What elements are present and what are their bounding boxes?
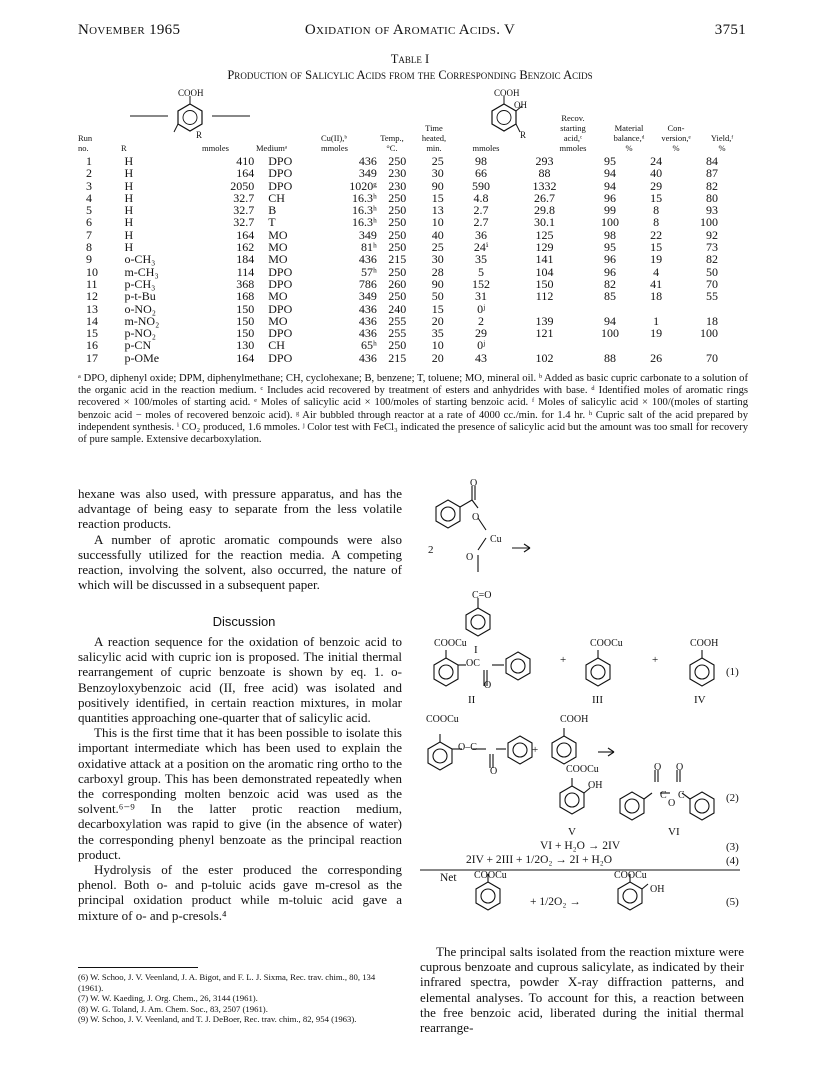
table-cell: 16.3ʰ [352, 190, 377, 205]
table-cell: 2 [478, 313, 485, 328]
table-cell: 87 [706, 166, 718, 181]
compound-label-IV: IV [694, 694, 706, 706]
table-cell: 102 [535, 350, 554, 365]
table-cell: 50 [706, 264, 718, 279]
table-cell: 436 [358, 154, 377, 168]
table-cell: 112 [535, 289, 554, 304]
table-cell: 11 [86, 276, 98, 291]
section-heading: Discussion [212, 614, 276, 629]
table-cell: 590 [472, 178, 491, 193]
carbonyl-oxygen: O [470, 478, 478, 489]
table-cell: 368 [236, 276, 255, 291]
table-cell: 90 [431, 276, 444, 291]
equation-4: 2IV + 2III + 1/2O₂ → 2I + H₂O [466, 854, 613, 866]
table-cell: 250 [388, 240, 407, 255]
ester-oxygen: O [484, 680, 492, 691]
carbon-label: C [660, 790, 667, 801]
table-cell: 349 [358, 289, 377, 304]
table-cell: 164 [236, 227, 255, 242]
r-substituent-label: R [196, 130, 203, 140]
table-cell: DPO [268, 264, 293, 279]
table-cell: 19 [650, 326, 663, 341]
table-cell: 230 [388, 178, 407, 193]
table-cell: 90 [431, 178, 444, 193]
table-cell: 15 [431, 301, 444, 316]
table-cell: 66 [475, 166, 488, 181]
table-cell: 150 [236, 313, 255, 328]
table-cell: 2.7 [473, 203, 489, 218]
reference-item: (6) W. Schoo, J. V. Veenland, J. A. Bigot, and F. L. J. Sixma, Rec. trav. chim., 80, 134 (1961). [78, 972, 376, 993]
table-cell: 92 [706, 227, 718, 242]
table-cell: H [124, 178, 134, 193]
table-cell: 22 [650, 227, 663, 242]
table-cell: MO [268, 240, 288, 255]
table-cell: 0ʲ [477, 338, 485, 353]
cooccu-label: COOCu [426, 714, 459, 725]
table-cell [504, 339, 585, 351]
oh-label: OH [650, 884, 665, 895]
table-cell: 8 [86, 240, 92, 255]
table-cell: MO [268, 289, 288, 304]
table-cell: 18 [650, 289, 663, 304]
table-cell: 5 [86, 203, 92, 218]
table-cell: H [124, 190, 134, 205]
table-cell: DPO [268, 276, 293, 291]
right-column [420, 944, 744, 1035]
compound-label-VI: VI [668, 826, 680, 838]
table-row [78, 352, 718, 364]
table-cell: 100 [600, 326, 619, 341]
table-cell: 240 [388, 301, 407, 316]
results-table [78, 155, 718, 364]
col-temp: Temp., °C. [380, 133, 404, 153]
table-cell: 94 [603, 313, 616, 328]
table-cell: m-NO₂ [124, 313, 160, 328]
table-cell: 99 [603, 203, 616, 218]
table-cell: 215 [388, 252, 407, 267]
table-cell: 230 [388, 166, 407, 181]
table-cell: 1 [86, 154, 92, 168]
table-cell: H [124, 215, 134, 230]
table-cell: 2050 [230, 178, 255, 193]
table-cell: CH [268, 190, 285, 205]
table-cell: DPO [268, 301, 293, 316]
table-cell: 26 [650, 350, 663, 365]
table-cell: 32.7 [233, 190, 255, 205]
table-cell: 32.7 [233, 203, 255, 218]
plus-sign: + [532, 744, 539, 756]
r-substituent-label: R [520, 130, 527, 140]
net-label: Net [440, 872, 457, 884]
running-header-title: Oxidation of Aromatic Acids. V [304, 22, 516, 38]
col-conversion: Con- version,ᵉ % [661, 123, 691, 153]
table-cell: 15 [86, 326, 98, 341]
table-cell: 1 [653, 313, 660, 328]
table-cell: 162 [236, 240, 255, 255]
left-column-discussion [78, 634, 402, 923]
table-cell: 24ⁱ [473, 240, 489, 255]
col-cu: Cu(II),ᵇ mmoles [321, 133, 348, 153]
table-cell: 130 [236, 338, 255, 353]
table-cell: 436 [358, 326, 377, 341]
table-cell: 184 [236, 252, 255, 267]
table-title: Table I [390, 52, 430, 66]
table-cell: 8 [653, 203, 660, 218]
equation-3: VI + H₂O → 2IV [540, 840, 621, 852]
table-cell: MO [268, 227, 288, 242]
table-cell: 18 [706, 313, 718, 328]
table-cell: 436 [358, 301, 377, 316]
table-cell: 250 [388, 289, 407, 304]
table-cell: 150 [236, 301, 255, 316]
table-cell: 82 [603, 276, 616, 291]
table-cell [585, 339, 635, 351]
carbon-label: C [678, 790, 685, 801]
table-cell: 15 [650, 190, 663, 205]
table-cell [635, 303, 677, 315]
table-cell: o-NO₂ [124, 301, 156, 316]
table-cell: 7 [86, 227, 92, 242]
cooccu-label: COOCu [566, 764, 599, 775]
table-cell [635, 339, 677, 351]
table-cell: 16.3ʰ [352, 203, 377, 218]
table-cell: 250 [388, 264, 407, 279]
table-cell: 93 [706, 203, 718, 218]
compound-label-V: V [568, 826, 576, 838]
paragraph: A number of aprotic aromatic compounds were also successfully utilized for the reaction media. A competing reaction, involving the solvent, also occurred, the nature of which will be discussed in a subsequent paper. [78, 531, 402, 593]
table-cell: p-t-Bu [124, 289, 156, 304]
table-cell: 82 [706, 252, 718, 267]
plus-sign: + [652, 654, 659, 666]
table-cell: B [268, 203, 277, 218]
table-cell: 152 [472, 276, 491, 291]
table-cell: 24 [650, 154, 663, 168]
cooccu-label: COOCu [434, 638, 467, 649]
col-r: R [121, 143, 127, 153]
table-cell: 30.1 [534, 215, 556, 230]
equation-number: (3) [726, 841, 739, 853]
table-cell [585, 303, 635, 315]
paragraph: A reaction sequence for the oxidation of benzoic acid to salicylic acid with cupric ion is proposed. The initial thermal rearrangement of cupric benzoate is shown by eq. 1. o-Benzoyloxybenzoic acid (II, free acid) was isolated and positively identified, in certain reaction mixtures, in molar quantities approaching one-quarter that of salicylic acid. [78, 634, 402, 726]
table-cell: 10 [86, 264, 98, 279]
table-cell: 40 [431, 227, 444, 242]
equation-number: (1) [726, 666, 739, 678]
reference-item: (8) W. G. Toland, J. Am. Chem. Soc., 83, 2507 (1961). [78, 1003, 268, 1014]
table-cell: 121 [535, 326, 554, 341]
table-cell: 70 [706, 350, 718, 365]
table-cell: DPO [268, 178, 293, 193]
table-cell: 3 [86, 178, 92, 193]
table-row [78, 216, 718, 228]
col-mmoles: mmoles [202, 143, 229, 153]
oh-label: OH [588, 780, 603, 791]
table-cell: 29 [475, 326, 488, 341]
col-recov: Recov. starting acid,ᶜ mmoles [559, 113, 587, 153]
table-cell: 6 [86, 215, 92, 230]
table-cell: 10 [431, 338, 444, 353]
table-cell: 250 [388, 215, 407, 230]
table-cell: H [124, 227, 134, 242]
table-cell: 215 [388, 350, 407, 365]
table-cell: 16 [86, 338, 98, 353]
table-cell: 98 [475, 154, 488, 168]
col-material-balance: Material balance,ᵈ % [613, 123, 645, 153]
table-cell [504, 303, 585, 315]
anhydride-oxygen: O [668, 798, 676, 809]
cooh-label: COOH [494, 88, 520, 98]
table-cell: 12 [86, 289, 98, 304]
table-cell: 43 [475, 350, 488, 365]
paragraph: This is the first time that it has been possible to isolate this important intermediate which has been used to explain the oxidative attack at a position on the aromatic ring ortho to the carboxyl group. This has been demonstrated repeatedly when the corresponding molten benzoic acid was used as the solvent.⁶⁻⁹ In the latter protic reaction medium, decarboxylation was rapid to give (in the absence of water) the corresponding phenyl benzoate as the principal reaction product. [78, 725, 402, 862]
table-cell: 139 [535, 313, 554, 328]
table-footnotes: ᵃ DPO, diphenyl oxide; DPM, diphenylmethane; CH, cyclohexane; B, benzene; T, toluene; MO, mineral oil. ᵇ Added as basic cupric carbonate to a solution of the organic acid in the reaction medium. ᶜ Includes acid recovered by treatment of esters and anhydrides with base. ᵈ Identified moles of aromatic rings recovered × 100/moles of starting acid. ᵉ Moles of salicylic acid × 100/moles of starting benzoic acid. ᶠ Moles of salicylic acid × 100/(moles of starting benzoic acid − moles of recovered benzoic acid). ᵍ Air bubbled through reactor at a rate of 4000 cc./min. for 1.4 hr. ʰ Cupric salt of the acid prepared by independent synthesis. ⁱ CO₂ produced, 1.6 mmoles. ʲ Color test with FeCl₃ indicated the presence of salicylic acid but the amount was too small for recovery of pure sample. Extensive decarboxylation. [78, 373, 748, 446]
table-cell: 25 [431, 154, 444, 168]
table-cell: DPO [268, 166, 293, 181]
col-run: Run no. [78, 133, 93, 153]
cooccu-label: COOCu [474, 870, 507, 881]
table-cell: 786 [358, 276, 377, 291]
table-cell: DPO [268, 154, 293, 168]
table-row [78, 253, 718, 265]
table-cell: 250 [388, 154, 407, 168]
table-cell: 2 [86, 166, 92, 181]
table-cell: 55 [706, 289, 718, 304]
table-cell: 88 [603, 350, 616, 365]
table-cell: 81ʰ [361, 240, 377, 255]
table-cell: 85 [603, 289, 616, 304]
table-cell: MO [268, 313, 288, 328]
table-cell: 29 [650, 178, 663, 193]
table-cell: 15 [650, 240, 663, 255]
reference-item: (9) W. Schoo, J. V. Veenland, and T. J. DeBoer, Rec. trav. chim., 82, 954 (1963). [78, 1014, 357, 1025]
table-cell: 32.7 [233, 215, 255, 230]
table-cell: 436 [358, 252, 377, 267]
equation-number: (5) [726, 896, 739, 908]
cooh-label: COOH [178, 88, 204, 98]
cooccu-label: COOCu [614, 870, 647, 881]
table-cell: 436 [358, 350, 377, 365]
table-cell: 16.3ʰ [352, 215, 377, 230]
carbonyl-oxygen: O [676, 762, 684, 773]
table-cell: 26.7 [534, 190, 556, 205]
table-cell: 164 [236, 350, 255, 365]
ester-oxygen: O [466, 552, 474, 563]
table-cell: 114 [236, 264, 255, 279]
table-cell: 96 [603, 190, 616, 205]
table-cell: 100 [700, 215, 718, 230]
table-cell: H [124, 240, 134, 255]
plus-sign: + [560, 654, 567, 666]
table-cell [677, 303, 718, 315]
table-cell: 96 [603, 252, 616, 267]
table-cell: DPO [268, 350, 293, 365]
table-cell: 260 [388, 276, 407, 291]
table-cell: 57ʰ [361, 264, 377, 279]
table-cell: p-OMe [124, 350, 160, 365]
benzoic-acid-structure [130, 86, 330, 146]
table-cell: 250 [388, 190, 407, 205]
table-cell: 255 [388, 326, 407, 341]
table-cell: 82 [706, 178, 718, 193]
table-cell: 100 [700, 326, 718, 341]
references [78, 972, 402, 1025]
table-cell: 410 [236, 154, 255, 168]
table-cell: p-CN [124, 338, 152, 353]
equation-number: (2) [726, 792, 739, 804]
footnote-rule [78, 967, 198, 968]
oh-label: OH [514, 100, 527, 110]
compound-label-I: I [474, 644, 478, 656]
table-cell: 35 [431, 326, 444, 341]
table-cell: o-CH₃ [124, 252, 156, 267]
table-cell: 293 [535, 154, 554, 168]
paragraph: hexane was also used, with pressure apparatus, and has the advantage of being easy to separate from the less volatile reaction products. [78, 486, 402, 532]
stoichiometric-coefficient: 2 [428, 544, 434, 556]
table-cell: 13 [431, 203, 444, 218]
table-row [78, 167, 718, 179]
table-cell: 65ʰ [361, 338, 377, 353]
table-cell: H [124, 203, 134, 218]
table-cell: 30 [431, 252, 444, 267]
table-row [78, 290, 718, 302]
table-cell: 168 [236, 289, 255, 304]
net-equation-middle: + 1/2O₂ → [530, 896, 581, 908]
table-cell: MO [268, 252, 288, 267]
table-cell: 1020ᵍ [349, 178, 377, 193]
carbonyl-label: C=O [472, 590, 492, 601]
table-cell: 125 [535, 227, 554, 242]
table-cell: 20 [431, 350, 444, 365]
compound-label-III: III [592, 694, 603, 706]
equation-number: (4) [726, 855, 739, 867]
table-cell [677, 339, 718, 351]
table-cell: 25 [431, 240, 444, 255]
cooccu-label: COOCu [590, 638, 623, 649]
table-row [78, 303, 718, 315]
table-cell: 9 [86, 252, 92, 267]
table-cell: 15 [431, 190, 444, 205]
ester-oxygen: O [472, 512, 480, 523]
table-row [78, 339, 718, 351]
table-cell: 1332 [532, 178, 557, 193]
table-cell: 436 [358, 313, 377, 328]
table-cell: 0ʲ [477, 301, 485, 316]
table-cell: p-CH₃ [124, 276, 156, 291]
carbonyl-oxygen: O [654, 762, 662, 773]
table-cell: 29.8 [534, 203, 556, 218]
compound-label-II: II [468, 694, 476, 706]
table-cell: 4 [86, 190, 92, 205]
col-medium: Mediumᵃ [256, 143, 288, 153]
oc-label: OC [466, 658, 480, 669]
left-column [78, 486, 402, 592]
table-cell: 349 [358, 227, 377, 242]
table-cell: 164 [236, 166, 255, 181]
table-cell: 19 [650, 252, 663, 267]
table-cell: 349 [358, 166, 377, 181]
table-cell: 70 [706, 276, 718, 291]
table-cell: 88 [538, 166, 551, 181]
table-cell: 95 [603, 154, 616, 168]
col-mmoles-product: mmoles [472, 143, 500, 153]
table-cell: 8 [653, 215, 660, 230]
table-cell: 40 [650, 166, 663, 181]
table-cell: 20 [431, 313, 444, 328]
paragraph: Hydrolysis of the ester produced the corresponding phenol. Both o- and p-toluic acids gave m-cresol as the principal oxidation product while m-toluic acid gave a mixture of o- and p-cresols.⁴ [78, 862, 402, 923]
table-cell: 50 [431, 289, 444, 304]
table-caption: Production of Salicylic Acids from the Corresponding Benzoic Acids [227, 68, 593, 82]
table-cell: H [124, 154, 134, 168]
table-cell: 41 [650, 276, 663, 291]
table-cell: 94 [603, 166, 616, 181]
table-cell: 2.7 [473, 215, 489, 230]
table-cell: 35 [475, 252, 488, 267]
ester-link: O–C [458, 742, 477, 753]
table-cell: 255 [388, 313, 407, 328]
table-cell: DPO [268, 326, 293, 341]
table-cell: 80 [706, 190, 718, 205]
table-cell: 4.8 [473, 190, 489, 205]
table-cell: 36 [475, 227, 488, 242]
table-cell: m-CH₃ [124, 264, 159, 279]
table-cell: 4 [653, 264, 660, 279]
table-cell: 84 [706, 154, 718, 168]
table-cell: 13 [86, 301, 98, 316]
col-yield: Yield,ᶠ % [710, 133, 734, 153]
table-cell: 10 [431, 215, 444, 230]
table-cell: 100 [600, 215, 619, 230]
table-cell: 5 [478, 264, 485, 279]
table-cell: 250 [388, 227, 407, 242]
paragraph: The principal salts isolated from the reaction mixture were cuprous benzoate and cuprous salicylate, as indicated by their infrared spectra, powder X-ray diffraction patterns, and elemental analyses. To account for this, a reaction between the free benzoic acid, liberated during the initial thermal rearrange- [420, 944, 744, 1036]
table-cell: 28 [431, 264, 444, 279]
table-cell: T [268, 215, 276, 230]
page-number: 3751 [714, 22, 746, 38]
reference-item: (7) W. W. Kaeding, J. Org. Chem., 26, 3144 (1961). [78, 993, 258, 1004]
table-cell: 250 [388, 203, 407, 218]
running-header-date: November 1965 [78, 22, 181, 38]
table-cell: 141 [535, 252, 554, 267]
table-cell: 14 [86, 313, 98, 328]
table-cell: H [124, 166, 134, 181]
ester-oxygen: O [490, 766, 498, 777]
cooh-label: COOH [560, 714, 589, 725]
col-time: Time heated, min. [421, 123, 447, 153]
table-cell: 73 [706, 240, 718, 255]
copper-label: Cu [490, 534, 502, 545]
table-cell: 31 [475, 289, 488, 304]
table-cell: 129 [535, 240, 554, 255]
table-cell: 17 [86, 350, 98, 365]
table-cell: 98 [603, 227, 616, 242]
table-cell: p-NO₂ [124, 326, 156, 341]
table-cell: 250 [388, 338, 407, 353]
table-cell: 30 [431, 166, 444, 181]
table-cell: 96 [603, 264, 616, 279]
table-cell: 94 [603, 178, 616, 193]
table-cell: 95 [603, 240, 616, 255]
table-cell: 150 [236, 326, 255, 341]
table-cell: 104 [535, 264, 554, 279]
table-cell: 150 [535, 276, 554, 291]
table-cell: CH [268, 338, 285, 353]
cooh-label: COOH [690, 638, 719, 649]
